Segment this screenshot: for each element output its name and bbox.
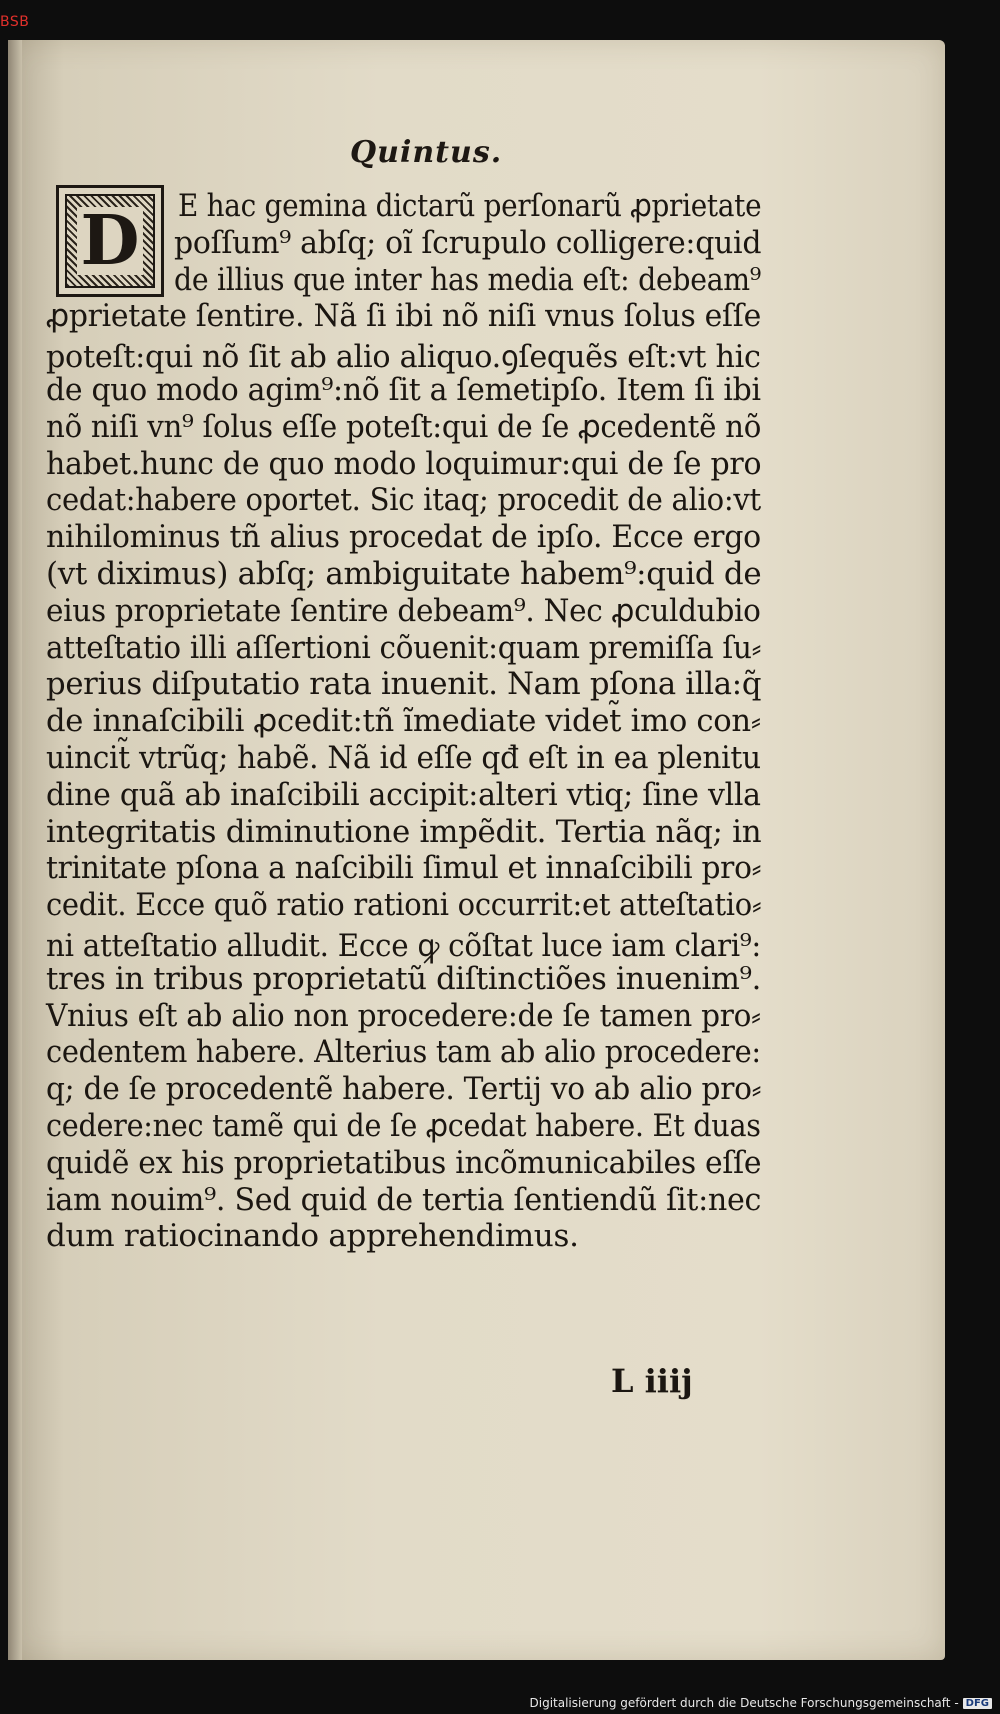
footer-text: Digitalisierung gefördert durch die Deutsche Forschungsgemeinschaft - <box>529 1696 959 1710</box>
text-line: Vnius eſt ab alio non procedere:de ſe tamen pro⸗ <box>46 997 761 1034</box>
signature-mark: L iiij <box>611 1362 693 1400</box>
text-line: habet.hunc de quo modo loquimur:qui de ſe pro <box>46 445 762 482</box>
footer-credit <box>530 1696 993 1710</box>
text-line: (vt diximus) abſq; ambiguitate habem⁹:quid de <box>46 556 762 592</box>
text-line: cedere:nec tamẽ qui de ſe ꝓcedat habere. Et duas <box>46 1108 761 1144</box>
text-line: atteſtatio illi aſſertioni cõuenit:quam premiſſa ſu⸗ <box>46 629 762 666</box>
text-line: ꝓprietate ſentire. Nã ſi ibi nõ niſi vnus ſolus eſſe <box>46 298 761 335</box>
text-line: iam nouim⁹. Sed quid de tertia ſentiendũ ſit:nec <box>46 1181 762 1218</box>
text-line: poſſum⁹ abſq; oĩ ſcrupulo colligere:quid <box>174 224 762 261</box>
book-page <box>8 40 945 1660</box>
page-binding-edge <box>8 40 22 1660</box>
text-line: nõ niſi vn⁹ ſolus eſſe poteſt:qui de ſe ꝓcedentẽ nõ <box>46 408 762 445</box>
text-line: ni atteſtatio alludit. Ecce ꝙ cõſtat luce iam clari⁹: <box>46 928 761 964</box>
text-line: de innaſcibili ꝓcedit:tñ ĩmediate videt̃ imo con⸗ <box>46 703 761 740</box>
running-head: Quintus. <box>350 135 503 170</box>
text-line: cedat:habere oportet. Sic itaq; procedit de alio:vt <box>46 482 761 519</box>
text-line: tres in tribus proprietatũ diſtinctiões inuenim⁹. <box>46 960 762 997</box>
text-line: de illius que inter has media eſt: debeam⁹ <box>174 261 761 298</box>
text-line: dine quã ab inaſcibili accipit:alteri vtiq; ſine vlla <box>46 776 761 813</box>
text-line: E hac gemina dictarũ perſonarũ ꝓprietate <box>178 188 762 224</box>
text-line: cedit. Ecce quõ ratio rationi occurrit:et atteſtatio⸗ <box>46 887 762 924</box>
text-line: integritatis diminutione impẽdit. Tertia nãq; in <box>46 813 762 850</box>
text-line: uincit̃ vtrũq; habẽ. Nã id eſſe qđ eſt in ea plenitu <box>46 740 761 776</box>
bsb-logo: BSB <box>0 14 30 30</box>
text-line: q; de ſe procedentẽ habere. Tertij vo ab alio pro⸗ <box>46 1071 762 1108</box>
text-line: trinitate pſona a naſcibili ſimul et innaſcibili pro⸗ <box>46 850 762 887</box>
text-line: perius diſputatio rata inuenit. Nam pſona illa:q̃ <box>46 666 762 703</box>
text-line: quidẽ ex his proprietatibus incõmunicabiles eſſe <box>46 1144 762 1181</box>
text-line: de quo modo agim⁹:nõ ſit a ſemetipſo. Item ſi ibi <box>46 372 761 408</box>
initial-letter: D <box>77 207 144 275</box>
decorated-initial <box>56 185 164 297</box>
text-line: nihilominus tñ alius procedat de ipſo. Ecce ergo <box>46 519 761 556</box>
dfg-logo: DFG <box>963 1698 992 1709</box>
text-line: cedentem habere. Alterius tam ab alio procedere: <box>46 1034 761 1071</box>
text-line: poteſt:qui nõ ſit ab alio aliquo.ꝯſequẽs eſt:vt hic <box>46 339 761 376</box>
initial-ornament <box>65 194 155 288</box>
text-line: eius proprietate ſentire debeam⁹. Nec ꝓculdubio <box>46 592 761 629</box>
text-line: dum ratiocinando apprehendimus. <box>46 1218 579 1255</box>
